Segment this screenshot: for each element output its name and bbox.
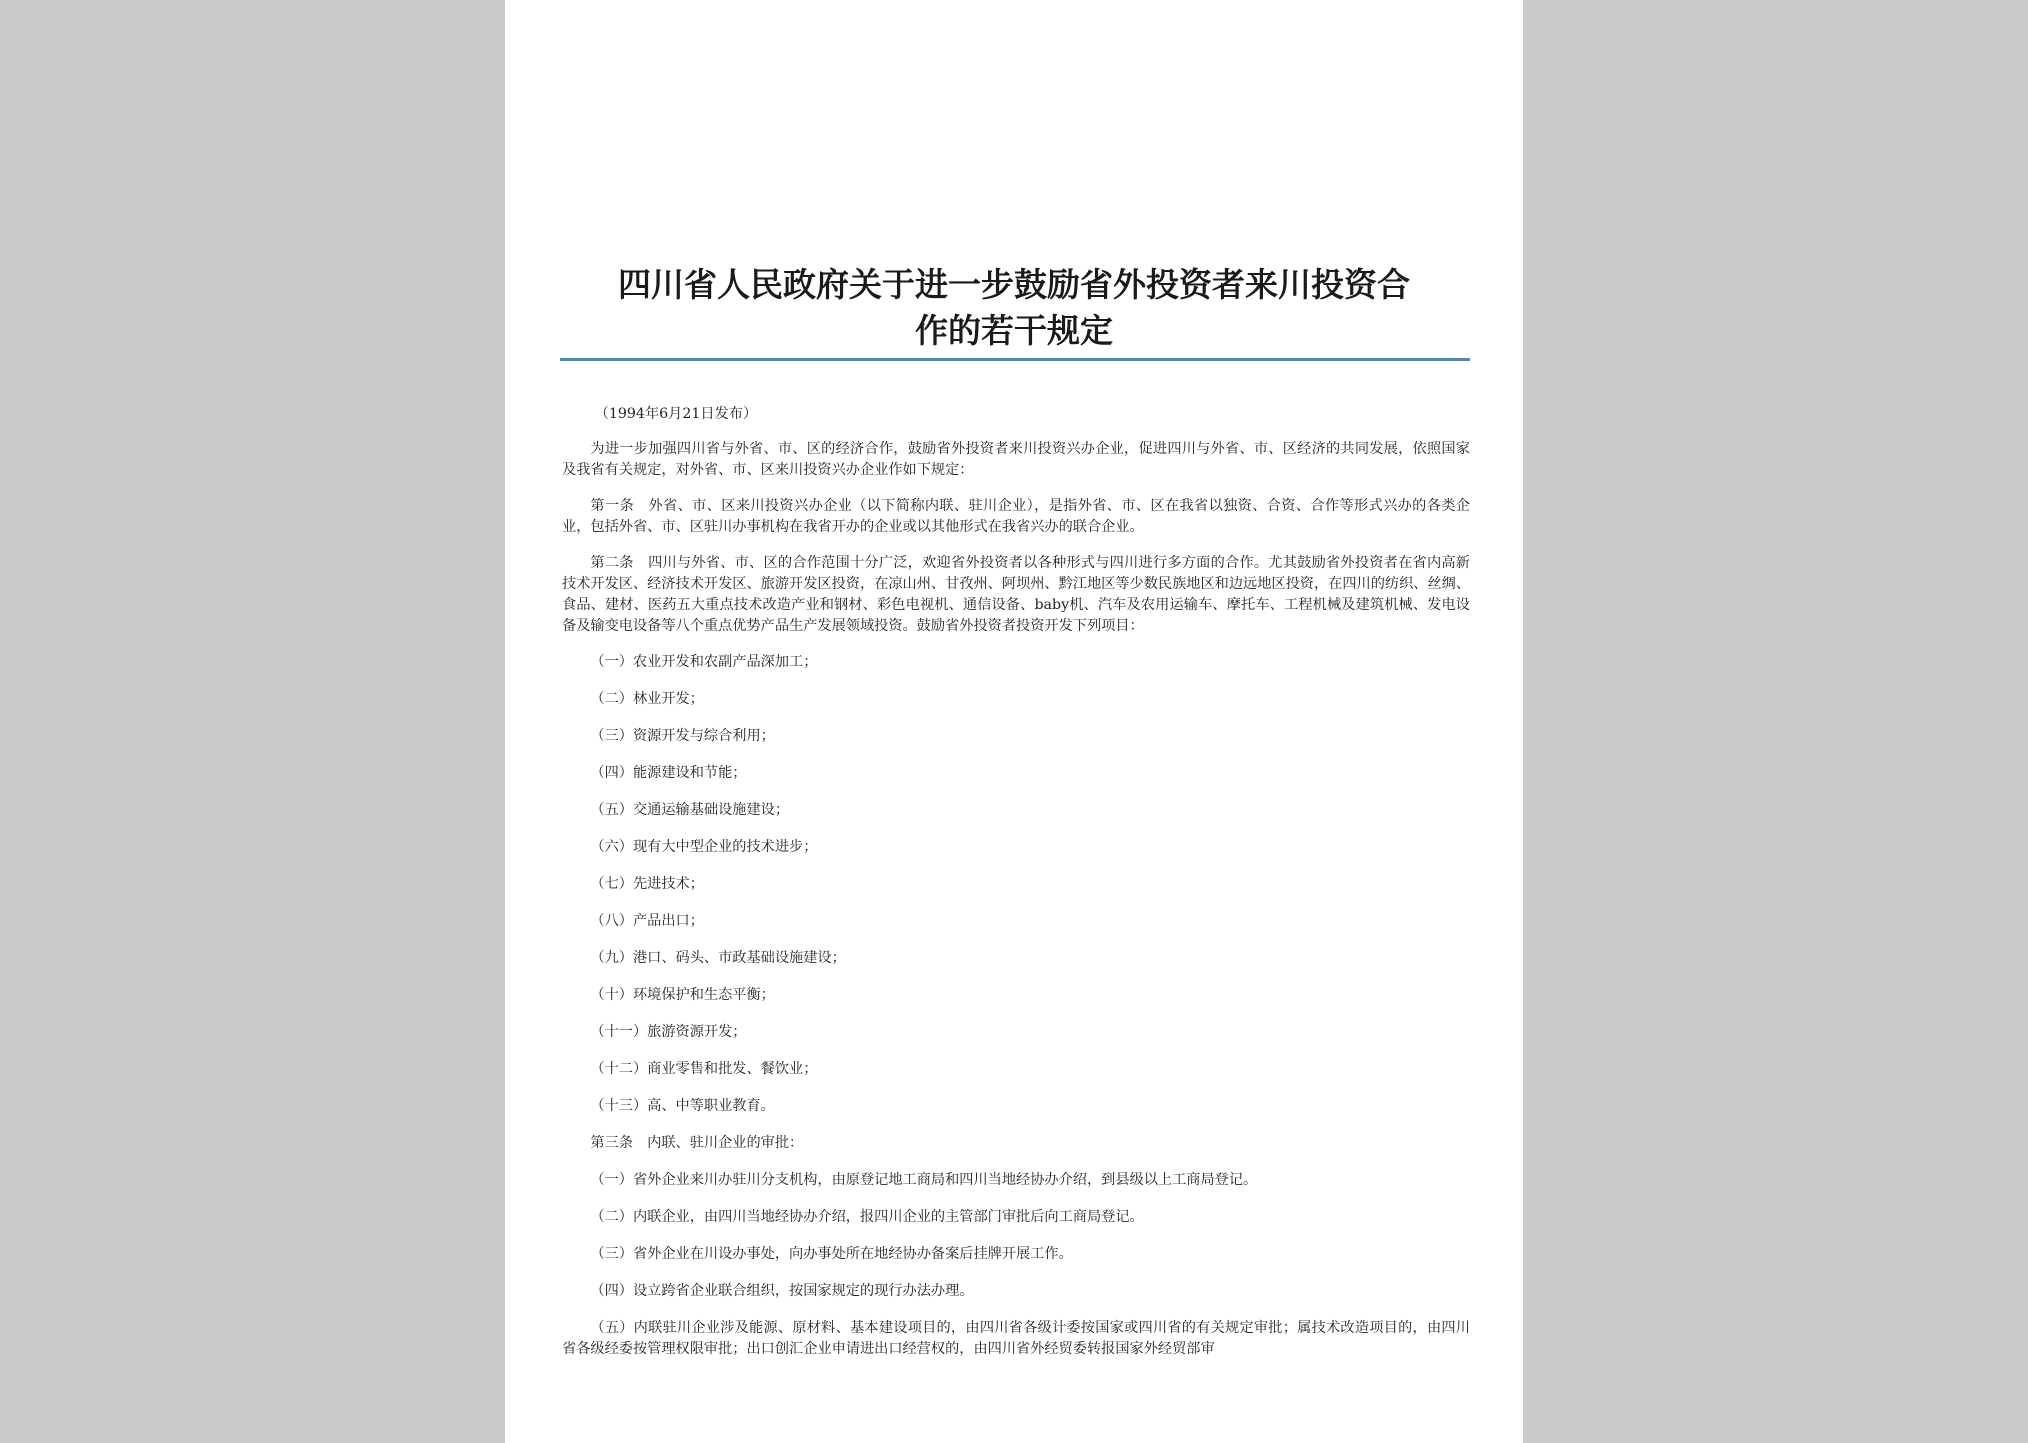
title-line-2: 作的若干规定	[915, 311, 1113, 350]
list-item: （三）资源开发与综合利用；	[590, 728, 775, 744]
document-page	[505, 0, 1523, 1443]
list-item: （九）港口、码头、市政基础设施建设；	[590, 950, 846, 966]
article-3-heading: 第三条 内联、驻川企业的审批：	[590, 1135, 804, 1151]
list-item: （三）省外企业在川设办事处，向办事处所在地经协办备案后挂牌开展工作。	[590, 1246, 1073, 1262]
document-body	[562, 404, 1470, 1375]
list-item: （七）先进技术；	[590, 876, 704, 892]
list-item: （六）现有大中型企业的技术进步；	[590, 839, 818, 855]
list-item: （一）农业开发和农副产品深加工；	[590, 654, 818, 670]
list-item: （十）环境保护和生态平衡；	[590, 987, 775, 1003]
list-item: （四）设立跨省企业联合组织，按国家规定的现行办法办理。	[590, 1283, 974, 1299]
title-line-1: 四川省人民政府关于进一步鼓励省外投资者来川投资合	[618, 265, 1410, 304]
article-2-paragraph: 第二条 四川与外省、市、区的合作范围十分广泛，欢迎省外投资者以各种形式与四川进行多方面的合作。尤其鼓励省外投资者在省内高新技术开发区、经济技术开发区、旅游开发区投资，在凉山州、甘孜州、阿坝州、黔江地区等少数民族地区和边远地区投资，在四川的纺织、丝绸、食品、建材、医药五大重点技术改造产业和钢材、彩色电视机、通信设备、baby机、汽车及农用运输车、摩托车、工程机械及建筑机械、发电设备及输变电设备等八个重点优势产品生产发展领域投资。鼓励省外投资者投资开发下列项目：	[562, 555, 1471, 634]
list-item: （十三）高、中等职业教育。	[590, 1098, 775, 1114]
preamble-paragraph: 为进一步加强四川省与外省、市、区的经济合作，鼓励省外投资者来川投资兴办企业，促进四川与外省、市、区经济的共同发展，依照国家及我省有关规定，对外省、市、区来川投资兴办企业作如下规定：	[562, 441, 1470, 478]
list-item: （十一）旅游资源开发；	[590, 1024, 747, 1040]
list-item: （四）能源建设和节能；	[590, 765, 747, 781]
list-item: （一）省外企业来川办驻川分支机构，由原登记地工商局和四川当地经协办介绍，到县级以上工商局登记。	[590, 1172, 1258, 1188]
article-3-item-5: （五）内联驻川企业涉及能源、原材料、基本建设项目的，由四川省各级计委按国家或四川省的有关规定审批；属技术改造项目的，由四川省各级经委按管理权限审批；出口创汇企业申请进出口经营权的，由四川省外经贸委转报国家外经贸部审	[562, 1320, 1470, 1357]
title-divider	[560, 358, 1470, 361]
list-item: （五）交通运输基础设施建设；	[590, 802, 790, 818]
list-item: （二）内联企业，由四川当地经协办介绍，报四川企业的主管部门审批后向工商局登记。	[590, 1209, 1144, 1225]
list-item: （二）林业开发；	[590, 691, 704, 707]
page-title	[545, 262, 1483, 354]
list-item: （十二）商业零售和批发、餐饮业；	[590, 1061, 818, 1077]
list-item: （八）产品出口；	[590, 913, 704, 929]
article-1-paragraph: 第一条 外省、市、区来川投资兴办企业（以下简称内联、驻川企业），是指外省、市、区在我省以独资、合资、合作等形式兴办的各类企业，包括外省、市、区驻川办事机构在我省开办的企业或以其他形式在我省兴办的联合企业。	[562, 498, 1470, 535]
publish-date: （1994年6月21日发布）	[594, 406, 758, 422]
